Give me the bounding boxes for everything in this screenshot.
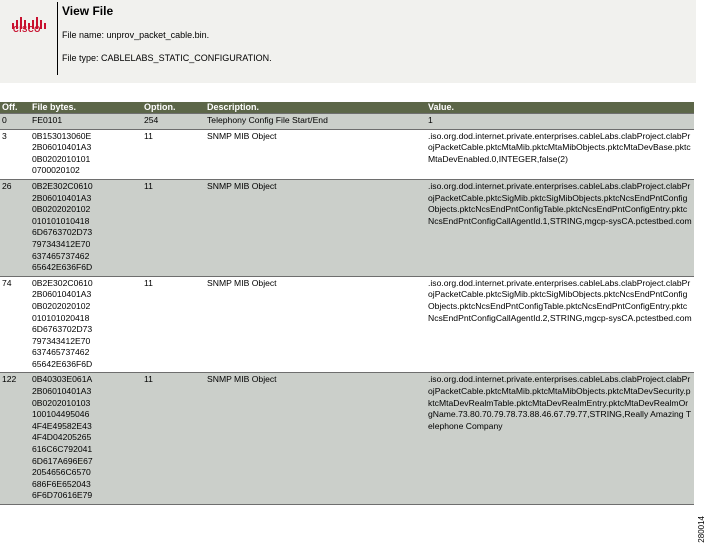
- file-bytes-table: [0, 102, 694, 505]
- cell-file-bytes: FE0101: [30, 114, 142, 130]
- cell-value: .iso.org.dod.internet.private.enterprises.cableLabs.clabProject.clabProjPacketCable.pktcMtaMib.pktcMtaMibObjects.pktcMtaDevSecurity.pktcMtaDevRealmTable.pktcMtaDevRealmEntry.pktcMtaDevRealmOrgName.73.80.70.79.78.73.88.46.67.79.77,STRING,Really Amazing Telephone Company: [426, 373, 694, 505]
- cell-offset: 122: [0, 373, 30, 505]
- page-header: [0, 0, 696, 83]
- cell-file-bytes: 0B2E302C0610 2B06010401A3 0B0202020102 010101020418 6D6763702D73 797343412E70 637465737462 65642E636F6D: [30, 276, 142, 373]
- table-row: [0, 179, 694, 276]
- col-header-option: Option.: [142, 102, 205, 114]
- cell-description: SNMP MIB Object: [205, 276, 426, 373]
- cell-description: SNMP MIB Object: [205, 129, 426, 179]
- col-header-description: Description.: [205, 102, 426, 114]
- file-type-value: CABLELABS_STATIC_CONFIGURATION.: [101, 53, 272, 63]
- header-divider: [57, 2, 58, 75]
- cell-offset: 3: [0, 129, 30, 179]
- file-name-line: [62, 30, 209, 40]
- cell-offset: 74: [0, 276, 30, 373]
- cell-offset: 0: [0, 114, 30, 130]
- file-type-line: [62, 53, 272, 63]
- cell-option: 11: [142, 129, 205, 179]
- col-header-offset: Off.: [0, 102, 30, 114]
- logo-text: CISCO: [13, 25, 41, 34]
- cell-option: 11: [142, 276, 205, 373]
- cell-file-bytes: 0B2E302C0610 2B06010401A3 0B0202020102 010101010418 6D6763702D73 797343412E70 637465737462 65642E636F6D: [30, 179, 142, 276]
- cell-option: 254: [142, 114, 205, 130]
- file-name-label: File name:: [62, 30, 105, 40]
- table-header-row: [0, 102, 694, 114]
- table-row: [0, 373, 694, 505]
- table-row: [0, 129, 694, 179]
- cell-value: .iso.org.dod.internet.private.enterprises.cableLabs.clabProject.clabProjPacketCable.pktcMtaMib.pktcMtaMibObjects.pktcMtaDevBase.pktcMtaDevEnabled.0,INTEGER,false(2): [426, 129, 694, 179]
- cell-option: 11: [142, 179, 205, 276]
- col-header-value: Value.: [426, 102, 694, 114]
- cell-file-bytes: 0B153013060E 2B06010401A3 0B0202010101 0700020102: [30, 129, 142, 179]
- cell-description: SNMP MIB Object: [205, 373, 426, 505]
- page-title: View File: [62, 4, 114, 18]
- figure-id: 280014: [697, 516, 706, 543]
- cell-description: Telephony Config File Start/End: [205, 114, 426, 130]
- cell-value: .iso.org.dod.internet.private.enterprises.cableLabs.clabProject.clabProjPacketCable.pktcSigMib.pktcSigMibObjects.pktcNcsEndPntConfigObjects.pktcNcsEndPntConfigTable.pktcNcsEndPntConfigEntry.pktcNcsEndPntConfigCallAgentId.2,STRING,mgcp-sysCA.pctestbed.com: [426, 276, 694, 373]
- table-row: [0, 114, 694, 130]
- cell-description: SNMP MIB Object: [205, 179, 426, 276]
- file-type-label: File type:: [62, 53, 99, 63]
- cell-option: 11: [142, 373, 205, 505]
- cell-offset: 26: [0, 179, 30, 276]
- file-name-value: unprov_packet_cable.bin.: [106, 30, 210, 40]
- cell-file-bytes: 0B40303E061A 2B06010401A3 0B0202010103 100104495046 4F4E49582E43 4F4D04205265 616C6C792041 6D617A696E67 2054656C6570 686F6E652043 6F6D70616E79: [30, 373, 142, 505]
- col-header-file-bytes: File bytes.: [30, 102, 142, 114]
- cell-value: .iso.org.dod.internet.private.enterprises.cableLabs.clabProject.clabProjPacketCable.pktcSigMib.pktcSigMibObjects.pktcNcsEndPntConfigObjects.pktcNcsEndPntConfigTable.pktcNcsEndPntConfigEntry.pktcNcsEndPntConfigCallAgentId.1,STRING,mgcp-sysCA.pctestbed.com: [426, 179, 694, 276]
- cell-value: 1: [426, 114, 694, 130]
- table-row: [0, 276, 694, 373]
